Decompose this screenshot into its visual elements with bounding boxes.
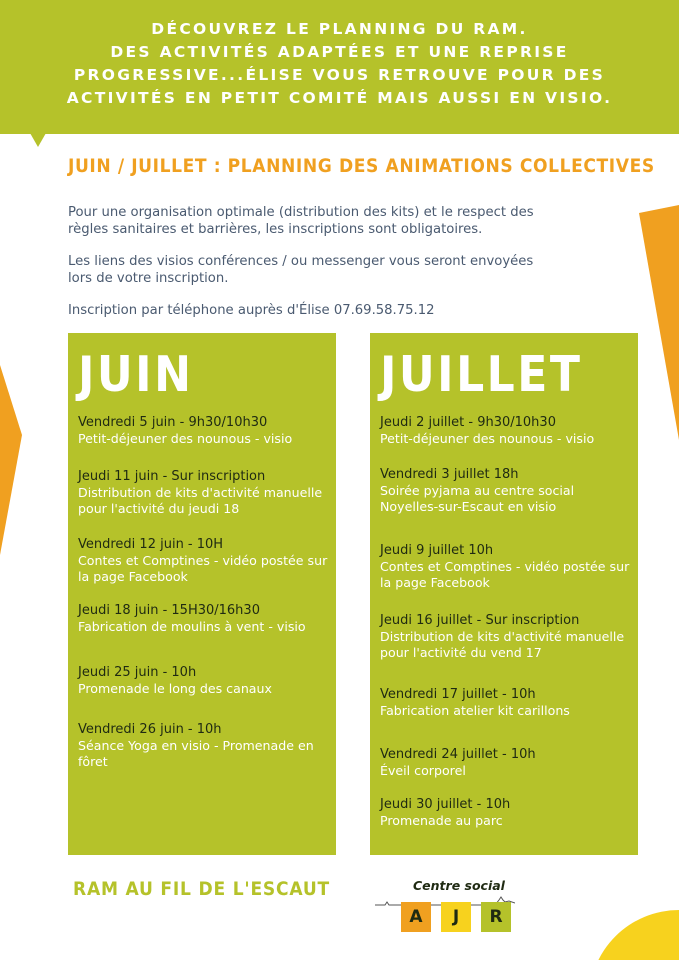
event-date: Jeudi 2 juillet - 9h30/10h30 (380, 415, 556, 430)
juin-event (78, 415, 333, 447)
intro-paragraph (68, 253, 568, 287)
event-description: Distribution de kits d'activité manuelle pour l'activité du jeudi 18 (78, 485, 323, 516)
bottom-corner-circle (579, 910, 679, 960)
event-description: Petit-déjeuner des nounous - visio (78, 431, 293, 446)
juin-event (78, 537, 333, 585)
banner-line: DES ACTIVITÉS ADAPTÉES ET UNE REPRISE (110, 43, 569, 61)
footer-organization-name: RAM AU FIL DE L'ESCAUT (73, 878, 330, 900)
event-date: Vendredi 12 juin - 10H (78, 537, 224, 552)
banner-line: PROGRESSIVE...ÉLISE VOUS RETROUVE POUR DES (73, 66, 606, 84)
juillet-event (380, 613, 635, 661)
event-date: Vendredi 17 juillet - 10h (380, 687, 536, 702)
juillet-event (380, 797, 635, 829)
logo-letter: A (401, 902, 431, 932)
banner-line: DÉCOUVREZ LE PLANNING DU RAM. (151, 20, 528, 38)
event-date: Jeudi 25 juin - 10h (78, 665, 197, 680)
event-date: Vendredi 24 juillet - 10h (380, 747, 536, 762)
event-date: Vendredi 26 juin - 10h (78, 722, 222, 737)
event-date: Jeudi 11 juin - Sur inscription (78, 469, 266, 484)
centre-social-logo (375, 878, 515, 948)
event-description: Promenade le long des canaux (78, 681, 272, 696)
event-description: Fabrication atelier kit carillons (380, 703, 570, 718)
juillet-event (380, 415, 635, 447)
juin-event (78, 722, 333, 770)
event-description: Éveil corporel (380, 763, 466, 778)
intro-paragraph: Inscription par téléphone auprès d'Élise 07.69.58.75.12 (68, 303, 435, 318)
event-description: Fabrication de moulins à vent - visio (78, 619, 306, 634)
juin-panel (68, 333, 336, 855)
juin-title: JUIN (78, 346, 194, 403)
header-banner (0, 0, 679, 134)
event-date: Jeudi 9 juillet 10h (380, 543, 494, 558)
page-title: JUIN / JUILLET : PLANNING DES ANIMATIONS COLLECTIVES (68, 155, 655, 177)
event-description: Petit-déjeuner des nounous - visio (380, 431, 595, 446)
speech-bubble-tail (30, 133, 46, 147)
event-description: Distribution de kits d'activité manuelle pour l'activité du vend 17 (380, 629, 625, 660)
juillet-event (380, 687, 635, 719)
juillet-title: JUILLET (380, 346, 583, 403)
event-description: Promenade au parc (380, 813, 503, 828)
event-description: Soirée pyjama au centre social Noyelles-sur-Escaut en visio (380, 483, 575, 514)
juin-event (78, 469, 333, 517)
juillet-event (380, 543, 635, 591)
event-date: Jeudi 30 juillet - 10h (380, 797, 511, 812)
event-description: Séance Yoga en visio - Promenade en fôret (78, 738, 314, 769)
event-date: Vendredi 3 juillet 18h (380, 467, 519, 482)
logo-letter: R (481, 902, 511, 932)
left-decoration-shape (0, 365, 24, 565)
event-date: Vendredi 5 juin - 9h30/10h30 (78, 415, 268, 430)
intro-text (68, 204, 568, 334)
event-date: Jeudi 18 juin - 15H30/16h30 (78, 603, 260, 618)
event-description: Contes et Comptines - vidéo postée sur la page Facebook (78, 553, 328, 584)
logo-letter: J (441, 902, 471, 932)
juillet-event (380, 747, 635, 779)
intro-line: Les liens des visios conférences / ou messenger vous seront envoyées (68, 254, 534, 269)
juillet-event (380, 467, 635, 515)
banner-line: ACTIVITÉS EN PETIT COMITÉ MAIS AUSSI EN VISIO. (66, 89, 613, 107)
event-date: Jeudi 16 juillet - Sur inscription (380, 613, 580, 628)
juin-event (78, 665, 333, 697)
banner-text (40, 18, 639, 110)
juin-event (78, 603, 333, 635)
logo-title: Centre social (413, 878, 505, 893)
intro-line: lors de votre inscription. (68, 271, 229, 286)
event-description: Contes et Comptines - vidéo postée sur la page Facebook (380, 559, 630, 590)
intro-paragraph: Pour une organisation optimale (distribution des kits) et le respect des règles sanitaires et barrières, les inscriptions sont obligatoires. (68, 205, 534, 237)
juillet-panel (370, 333, 638, 855)
right-decoration-shape (639, 205, 679, 445)
